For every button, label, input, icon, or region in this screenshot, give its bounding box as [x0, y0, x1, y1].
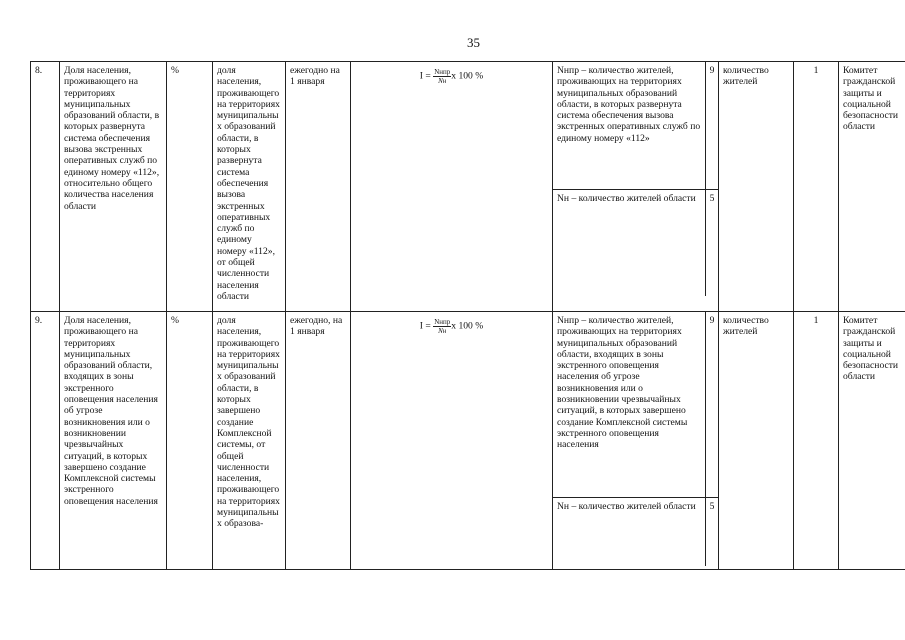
- unit: %: [167, 312, 213, 570]
- row-number: 8.: [31, 62, 60, 312]
- formula-eq: =: [425, 70, 431, 82]
- formula-fraction: [433, 318, 451, 335]
- variables-cell: [553, 62, 719, 312]
- formula-denominator: Nн: [438, 327, 447, 335]
- variable-code: 5: [709, 501, 715, 512]
- unit: %: [167, 62, 213, 312]
- formula-fraction: [433, 68, 451, 85]
- formula-numerator: Nнпр: [434, 318, 451, 326]
- variables-cell: [553, 312, 719, 570]
- formula-suffix: x 100 %: [451, 70, 484, 82]
- formula-denominator: Nн: [438, 77, 447, 85]
- responsible: Комитет гражданской защиты и социальной безопасности области: [839, 312, 905, 570]
- variable-row: [553, 190, 718, 296]
- responsible: Комитет гражданской защиты и социальной безопасности области: [839, 62, 905, 312]
- variable-description: Nнпр – количество жителей, проживающих на территориях муниципальных образований области, в которых развернута система обеспечения вызова экстренных оперативных служб по единому номеру «112»: [553, 62, 706, 189]
- row-number: 9.: [31, 312, 60, 570]
- method: количество жителей: [719, 62, 794, 312]
- formula: [351, 62, 553, 312]
- formula-numerator: Nнпр: [434, 68, 451, 76]
- indicator-name: Доля населения, проживающего на территориях муниципальных образований области, в которых развернута система обеспечения вызова экстренных оперативных служб по единому номеру «112», относительно общего количества населения области: [60, 62, 167, 312]
- page-number: 35: [467, 35, 480, 50]
- variable-description: Nн – количество жителей области: [553, 190, 706, 296]
- formula-suffix: x 100 %: [451, 320, 484, 332]
- method-code: 1: [794, 312, 839, 570]
- indicators-table: [30, 61, 905, 570]
- formula-left: I: [419, 320, 423, 332]
- variable-row: [553, 498, 718, 566]
- period: ежегодно, на 1 января: [286, 312, 351, 570]
- method-code: 1: [794, 62, 839, 312]
- indicator-definition: доля населения, проживающего на территориях муниципальных образований области, в которых развернута система обеспечения вызова экстренных оперативных служб по единому номеру «112», от общей численности населения области: [213, 62, 286, 312]
- variable-code: 9: [709, 65, 715, 76]
- variable-code: 9: [709, 315, 715, 326]
- formula: [351, 312, 553, 570]
- method: количество жителей: [719, 312, 794, 570]
- variable-code: 5: [709, 193, 715, 204]
- period: ежегодно на 1 января: [286, 62, 351, 312]
- indicator-name: Доля населения, проживающего на территориях муниципальных образований области, входящих в зоны экстренного оповещения населения об угрозе возникновения или о возникновении чрезвычайных ситуаций, в которых завершено создание Комплексной системы экстренного оповещения населения: [60, 312, 167, 570]
- formula-left: I: [419, 70, 423, 82]
- variable-description: Nнпр – количество жителей, проживающих на территориях муниципальных образований области, входящих в зоны экстренного оповещения населения об угрозе возникновения или о возникновении чрезвычайных ситуаций, в которых завершено создание Комплексной системы экстренного оповещения населения: [553, 312, 706, 497]
- table-row: [31, 62, 905, 312]
- variable-row: [553, 62, 718, 190]
- table-row: [31, 312, 905, 570]
- variable-description: Nн – количество жителей области: [553, 498, 706, 566]
- variable-row: [553, 312, 718, 498]
- indicator-definition: доля населения, проживающего на территориях муниципальных образований области, в которых завершено создание Комплексной системы, от общей численности населения, проживающего на территориях муниципальных образова-: [213, 312, 286, 570]
- formula-eq: =: [425, 320, 431, 332]
